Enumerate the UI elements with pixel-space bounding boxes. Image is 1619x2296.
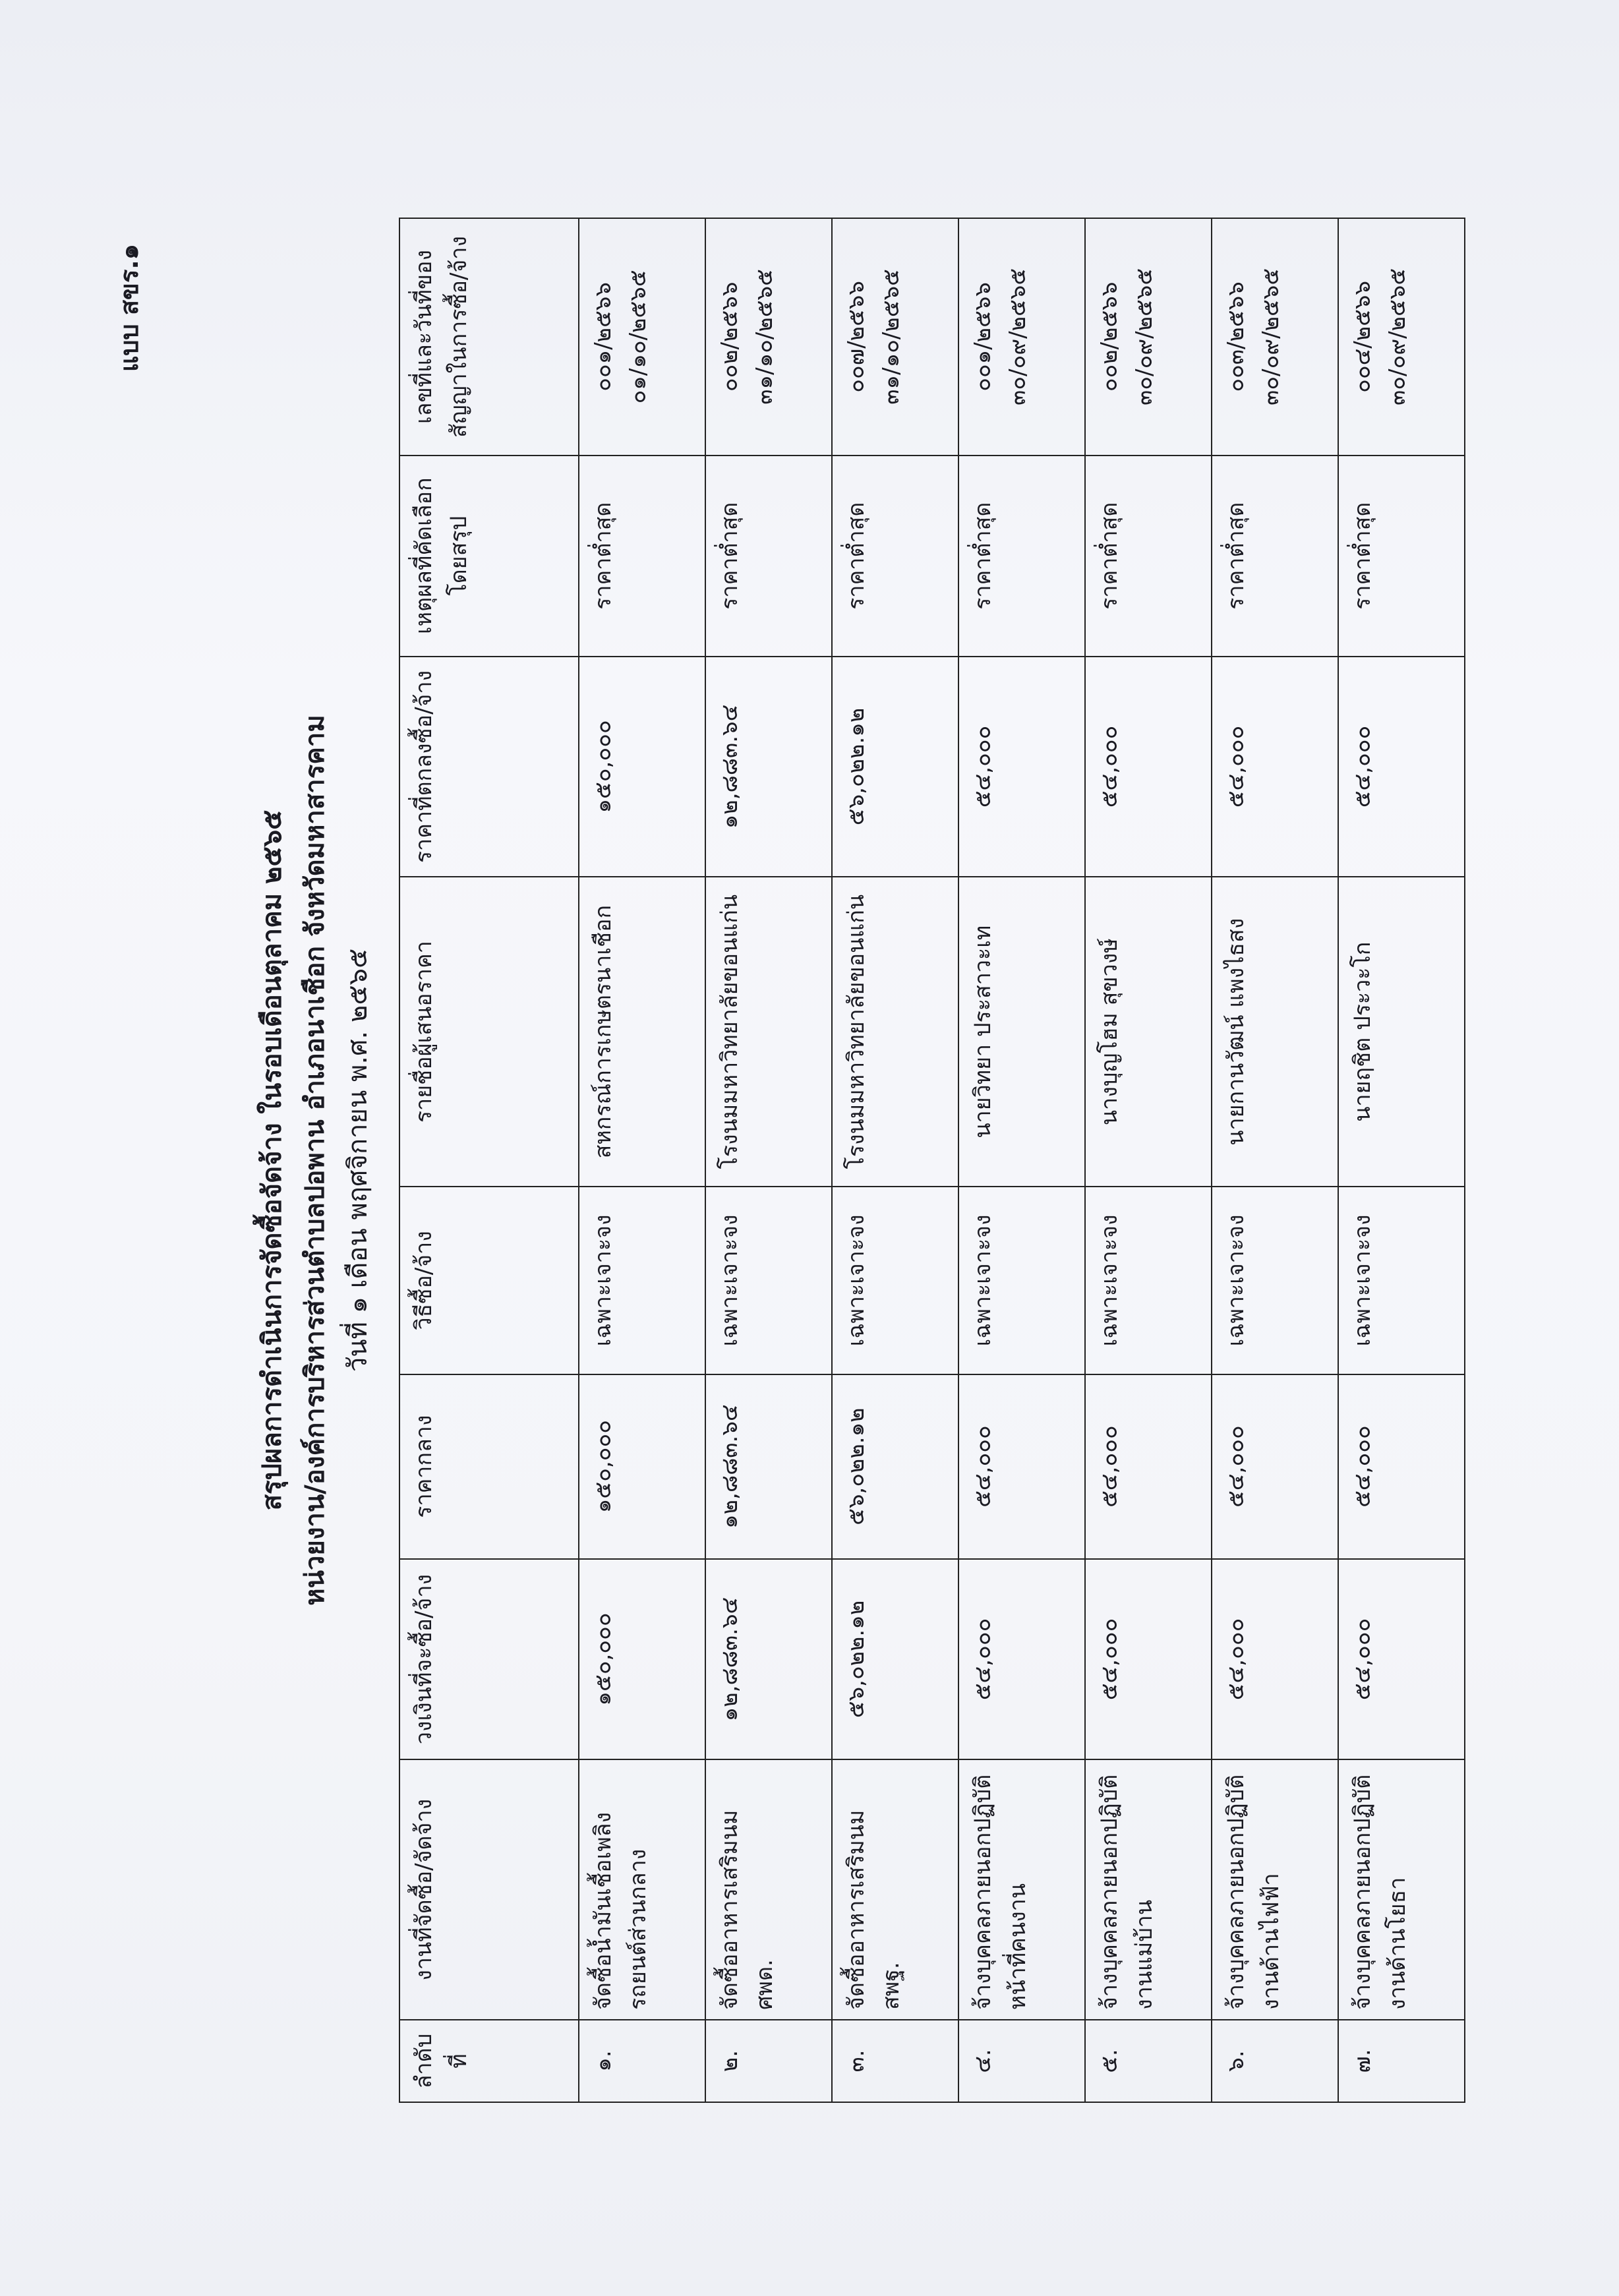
agency-line: หน่วยงาน/องค์การบริหารส่วนตำบลปอพาน อำเภอนาเชือก จังหวัดมหาสารคาม (300, 715, 330, 1606)
page-title: สรุปผลการดำเนินการจัดซื้อจัดจ้าง ในรอบเดือนตุลาคม ๒๕๖๕ (257, 809, 287, 1511)
cell-no: ๕. (1085, 2020, 1212, 2102)
header-item: งานที่จัดซื้อ/จัดจ้าง (399, 1759, 579, 2020)
cell-method: เฉพาะเจาะจง (1212, 1187, 1338, 1374)
cell-budget: ๕๔,๐๐๐ (958, 1559, 1085, 1760)
table-row (1212, 218, 1338, 2102)
cell-method: เฉพาะเจาะจง (1338, 1187, 1465, 1374)
cell-no: ๗. (1338, 2020, 1465, 2102)
cell-no: ๑. (579, 2020, 705, 2102)
cell-method: เฉพาะเจาะจง (705, 1187, 832, 1374)
cell-reason: ราคาต่ำสุด (832, 456, 958, 657)
cell-median: ๕๔,๐๐๐ (1085, 1374, 1212, 1559)
document-page (89, 218, 1411, 2103)
header-method: วิธีซื้อ/จ้าง (399, 1187, 579, 1374)
cell-no: ๖. (1212, 2020, 1338, 2102)
cell-median: ๕๖,๐๒๒.๑๒ (832, 1374, 958, 1559)
cell-contract: ๐๐๔/๒๕๖๖ ๓๐/๐๙/๒๕๖๕ (1338, 218, 1465, 456)
cell-reason: ราคาต่ำสุด (705, 456, 832, 657)
header-no: ลำดับที่ (399, 2020, 579, 2102)
cell-median: ๑๕๐,๐๐๐ (579, 1374, 705, 1559)
cell-winner: ๑๕๐,๐๐๐ (579, 657, 705, 877)
table-row (1085, 218, 1212, 2102)
cell-contract: ๐๐๑/๒๕๖๖ ๐๑/๑๐/๒๕๖๕ (579, 218, 705, 456)
cell-item: จัดซื้ออาหารเสริมนม สพฐ. (832, 1759, 958, 2020)
cell-reason: ราคาต่ำสุด (1085, 456, 1212, 657)
cell-no: ๓. (832, 2020, 958, 2102)
date-line: วันที่ ๑ เดือน พฤศจิกายน พ.ศ. ๒๕๖๕ (343, 948, 373, 1372)
cell-winner: ๕๔,๐๐๐ (958, 657, 1085, 877)
table-row (832, 218, 958, 2102)
cell-reason: ราคาต่ำสุด (579, 456, 705, 657)
cell-median: ๕๔,๐๐๐ (958, 1374, 1085, 1559)
cell-reason: ราคาต่ำสุด (958, 456, 1085, 657)
cell-bidders: นายวิทยา ประสาวะเท (958, 877, 1085, 1187)
cell-method: เฉพาะเจาะจง (1085, 1187, 1212, 1374)
table-row (1338, 218, 1465, 2102)
cell-budget: ๕๔,๐๐๐ (1085, 1559, 1212, 1760)
header-bidders: รายชื่อผู้เสนอราคา (399, 877, 579, 1187)
cell-budget: ๕๔,๐๐๐ (1338, 1559, 1465, 1760)
cell-item: จ้างบุคคลภายนอกปฏิบัติงานด้านโยธา (1338, 1759, 1465, 2020)
cell-reason: ราคาต่ำสุด (1338, 456, 1465, 657)
cell-contract: ๐๐๒/๒๕๖๖ ๓๑/๑๐/๒๕๖๕ (705, 218, 832, 456)
cell-budget: ๑๒,๘๘๓.๖๔ (705, 1559, 832, 1760)
cell-budget: ๑๕๐,๐๐๐ (579, 1559, 705, 1760)
header-median: ราคากลาง (399, 1374, 579, 1559)
cell-item: จัดซื้อน้ำมันเชื้อเพลิงรถยนต์ส่วนกลาง (579, 1759, 705, 2020)
table-row (579, 218, 705, 2102)
cell-item: จ้างบุคคลภายนอกปฏิบัติงานด้านไฟฟ้า (1212, 1759, 1338, 2020)
cell-winner: ๕๖,๐๒๒.๑๒ (832, 657, 958, 877)
cell-item: จัดซื้ออาหารเสริมนม ศพด. (705, 1759, 832, 2020)
cell-method: เฉพาะเจาะจง (579, 1187, 705, 1374)
header-budget: วงเงินที่จะซื้อ/จ้าง (399, 1559, 579, 1760)
cell-reason: ราคาต่ำสุด (1212, 456, 1338, 657)
cell-median: ๕๔,๐๐๐ (1338, 1374, 1465, 1559)
cell-contract: ๐๐๗/๒๕๖๖ ๓๑/๑๐/๒๕๖๕ (832, 218, 958, 456)
header-winner: ราคาที่ตกลงซื้อ/จ้าง (399, 657, 579, 877)
cell-contract: ๐๐๓/๒๕๖๖ ๓๐/๐๙/๒๕๖๕ (1212, 218, 1338, 456)
cell-no: ๒. (705, 2020, 832, 2102)
cell-contract: ๐๐๑/๒๕๖๖ ๓๐/๐๙/๒๕๖๕ (958, 218, 1085, 456)
header-contract: เลขที่และวันที่ของสัญญาในการซื้อ/จ้าง (399, 218, 579, 456)
cell-bidders: โรงนมมหาวิทยาลัยขอนแก่น (832, 877, 958, 1187)
cell-bidders: นายฤชิต ประวะโก (1338, 877, 1465, 1187)
cell-method: เฉพาะเจาะจง (832, 1187, 958, 1374)
cell-bidders: นายกานวัฒน์ แพงไธสง (1212, 877, 1338, 1187)
cell-no: ๔. (958, 2020, 1085, 2102)
cell-median: ๑๒,๘๘๓.๖๔ (705, 1374, 832, 1559)
cell-median: ๕๔,๐๐๐ (1212, 1374, 1338, 1559)
header-reason: เหตุผลที่คัดเลือกโดยสรุป (399, 456, 579, 657)
cell-budget: ๕๔,๐๐๐ (1212, 1559, 1338, 1760)
table-row (958, 218, 1085, 2102)
procurement-table (399, 218, 1465, 2103)
cell-item: จ้างบุคคลภายนอกปฏิบัติหน้าที่คนงาน (958, 1759, 1085, 2020)
cell-method: เฉพาะเจาะจง (958, 1187, 1085, 1374)
form-code: แบบ สขร.๑ (115, 244, 144, 372)
cell-bidders: สหกรณ์การเกษตรนาเชือก (579, 877, 705, 1187)
cell-bidders: โรงนมมหาวิทยาลัยขอนแก่น (705, 877, 832, 1187)
table-row (705, 218, 832, 2102)
cell-winner: ๕๔,๐๐๐ (1338, 657, 1465, 877)
cell-winner: ๕๔,๐๐๐ (1212, 657, 1338, 877)
cell-bidders: นางบุญโฮม สุขวงษ์ (1085, 877, 1212, 1187)
cell-item: จ้างบุคคลภายนอกปฏิบัติงานแม่บ้าน (1085, 1759, 1212, 2020)
cell-winner: ๕๔,๐๐๐ (1085, 657, 1212, 877)
table-header-row (399, 218, 579, 2102)
cell-contract: ๐๐๒/๒๕๖๖ ๓๐/๐๙/๒๕๖๕ (1085, 218, 1212, 456)
cell-budget: ๕๖,๐๒๒.๑๒ (832, 1559, 958, 1760)
cell-winner: ๑๒,๘๘๓.๖๔ (705, 657, 832, 877)
